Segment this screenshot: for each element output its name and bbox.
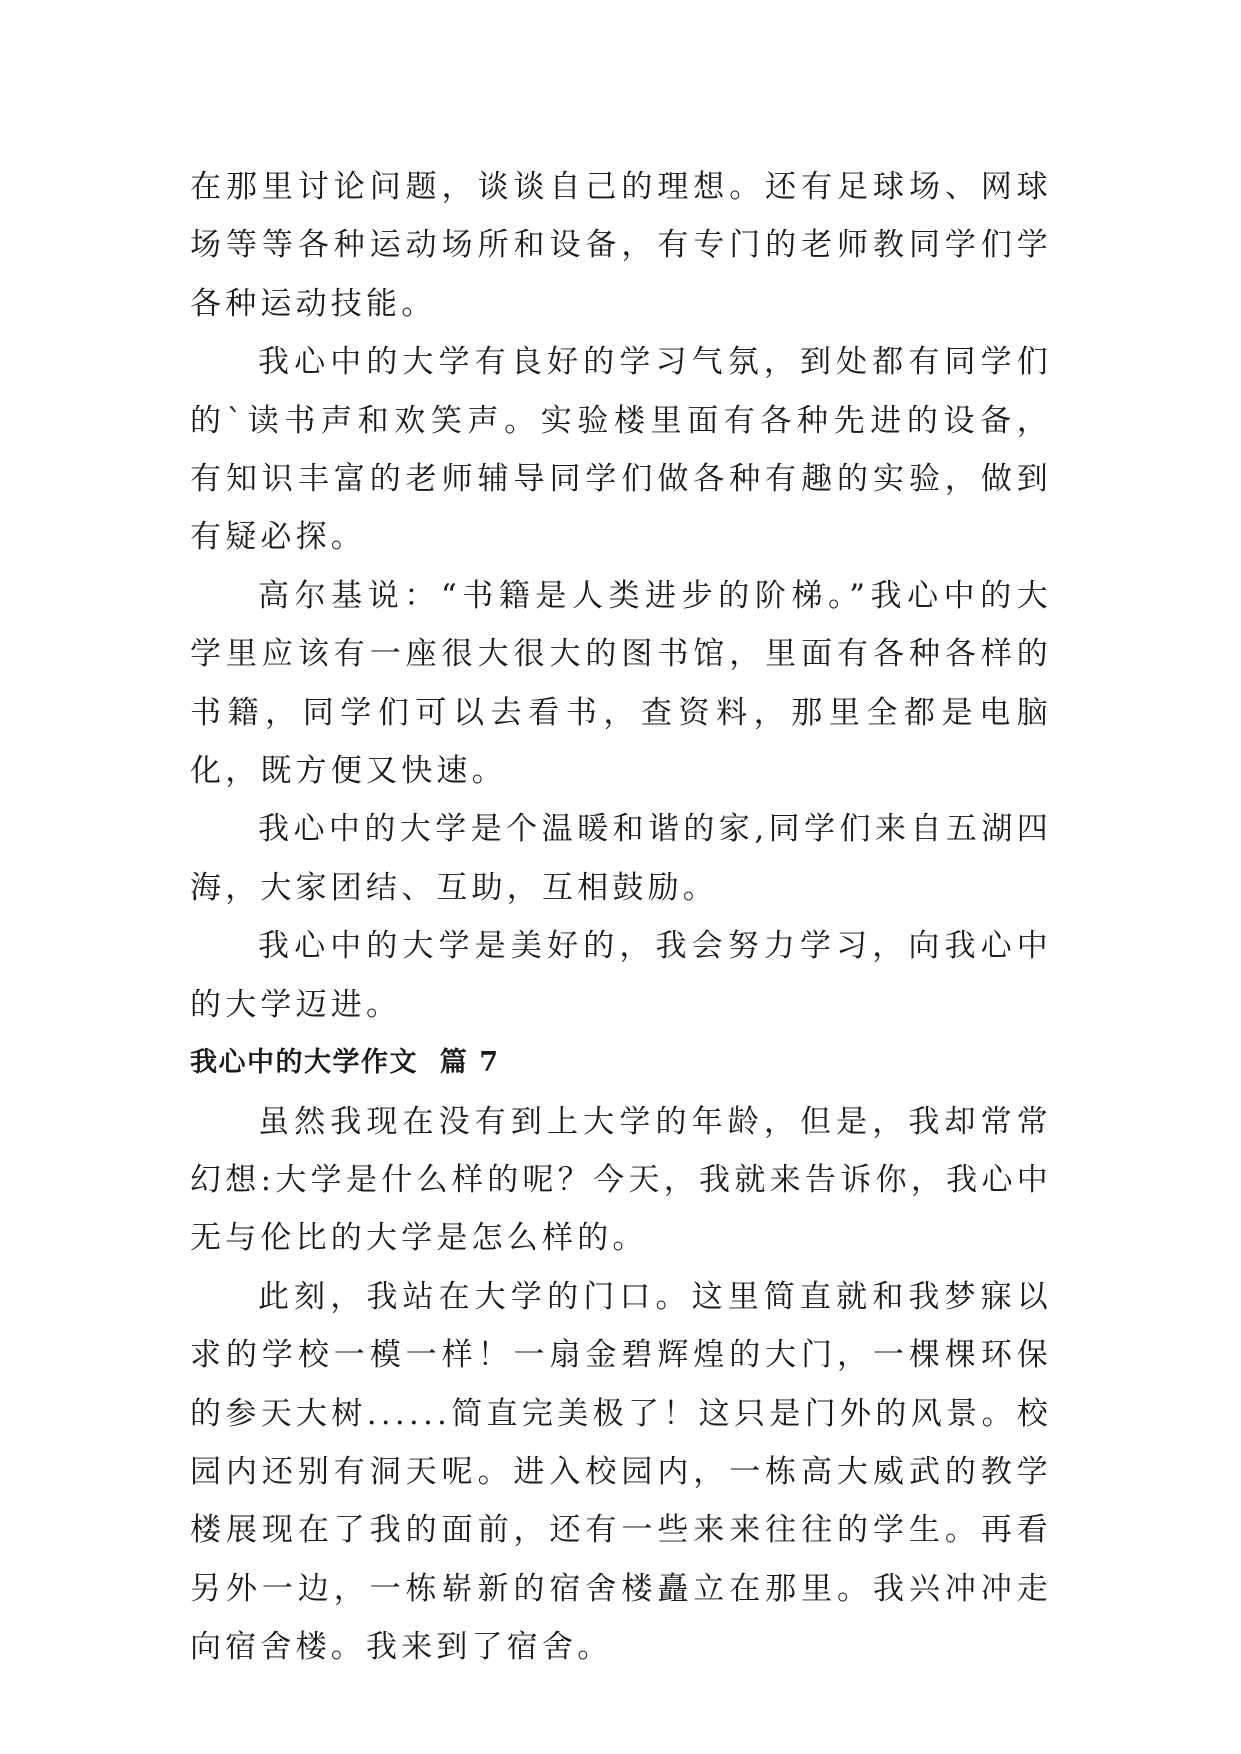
section-heading: 我心中的大学作文 篇 7	[190, 1047, 500, 1079]
document-page	[190, 158, 1052, 1677]
paragraph-2: 我心中的大学有良好的学习气氛，到处都有同学们的`读书声和欢笑声。实验楼里面有各种先进的设备，有知识丰富的老师辅导同学们做各种有趣的实验，做到有疑必探。	[190, 344, 1052, 556]
paragraph-5: 我心中的大学是美好的，我会努力学习，向我心中的大学迈进。	[190, 928, 1052, 1023]
paragraph-7: 此刻，我站在大学的门口。这里简直就和我梦寐以求的学校一模一样！一扇金碧辉煌的大门，一棵棵环保的参天大树......简直完美极了！这只是门外的风景。校园内还别有洞天呢。进入校园内，一栋高大威武的教学楼展现在了我的面前，还有一些来来往往的学生。再看另外一边，一栋崭新的宿舍楼矗立在那里。我兴冲冲走向宿舍楼。我来到了宿舍。	[190, 1278, 1052, 1666]
paragraph-3: 高尔基说：“书籍是人类进步的阶梯。”我心中的大学里应该有一座很大很大的图书馆，里面有各种各样的书籍，同学们可以去看书，查资料，那里全都是电脑化，既方便又快速。	[190, 577, 1052, 790]
paragraph-4: 我心中的大学是个温暖和谐的家,同学们来自五湖四海，大家团结、互助，互相鼓励。	[190, 811, 1052, 906]
paragraph-1: 在那里讨论问题，谈谈自己的理想。还有足球场、网球场等等各种运动场所和设备，有专门的老师教同学们学各种运动技能。	[190, 169, 1052, 322]
paragraph-6: 虽然我现在没有到上大学的年龄，但是，我却常常幻想:大学是什么样的呢？今天，我就来告诉你，我心中无与伦比的大学是怎么样的。	[190, 1103, 1052, 1257]
